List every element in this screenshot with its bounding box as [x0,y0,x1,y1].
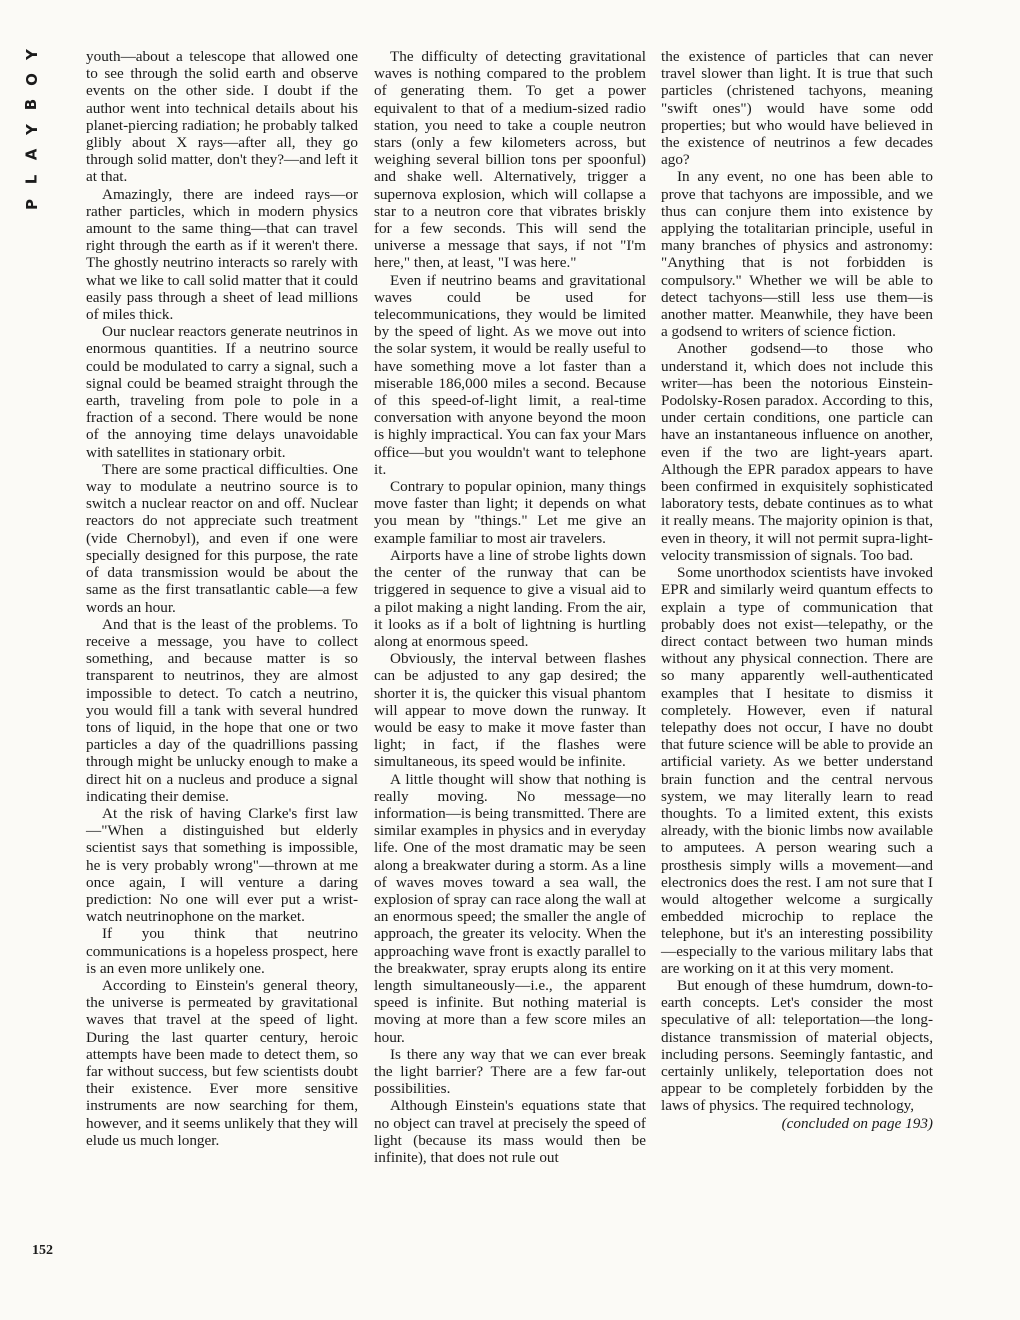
paragraph: According to Einstein's general theory, the universe is permeated by gravitational waves that travel at the speed of light. During the last quarter century, heroic attempts have been made to detect them, so far without success, but few scientists doubt their existence. Ever more sensitive instruments are now searching for them, however, and it seems unlikely that they will elude us much longer. [86,976,358,1149]
paragraph: youth—about a telescope that allowed one to see through the solid earth and observe events on the other side. I doubt if the author went into technical details about his planet-piercing radiation; he probably talked glibly about X rays—after all, they go through solid matter, don't they?—and left it at that. [86,48,358,186]
continued-note: (concluded on page 193) [781,1114,933,1132]
text-column-1 [86,48,358,1149]
paragraph: There are some practical difficulties. One way to modulate a neutrino source is to switch a nuclear reactor on and off. Nuclear reactors do not appreciate such treatment (vide Chernobyl), and even if one were specially designed for this purpose, the rate of data transmission would be about the same as the first transatlantic cable—a few words an hour. [86,460,358,616]
paragraph: Our nuclear reactors generate neutrinos in enormous quantities. If a neutrino source could be modulated to carry a signal, such a signal could be beamed straight through the earth, traveling from pole to pole in a fraction of a second. There would be none of the annoying time delays unavoidable with satellites in stationary orbit. [86,323,358,461]
brand-letter: A [22,148,41,161]
brand-letter: L [22,174,41,185]
paragraph: Even if neutrino beams and gravitational waves could be used for telecommunications, they would be limited by the speed of light. As we move out into the solar system, it would be really useful to have something move a lot faster than a miserable 186,000 miles a second. Because of this speed-of-light limit, a real-time conversation with anyone beyond the moon is highly impractical. You can fax your Mars office—but you wouldn't want to telephone it. [374,271,646,478]
paragraph: Airports have a line of strobe lights down the center of the runway that can be triggered in sequence to give a visual aid to a pilot making a night landing. From the air, it looks as if a bolt of lightning is hurtling along at enormous speed. [374,546,646,650]
magazine-brand-vertical [22,42,48,217]
brand-letter: Y [22,124,41,135]
paragraph: If you think that neutrino communications is a hopeless prospect, here is an even more unlikely one. [86,925,358,977]
brand-letter: B [22,98,41,111]
text-column-3 [661,48,933,1132]
paragraph: And that is the least of the problems. To receive a message, you have to collect something, and because matter is so transparent to neutrinos, they are almost impossible to detect. To catch a neutrino, you would fill a tank with several hundred tons of liquid, in the hope that one or two particles a day of the quadrillions passing through might be unlucky enough to make a direct hit on a nucleus and produce a signal indicating their demise. [86,615,358,805]
brand-letter: Y [22,49,41,60]
brand-letter: P [22,199,41,210]
paragraph: Is there any way that we can ever break the light barrier? There are a few far-out possibilities. [374,1045,646,1098]
text-column-2 [374,48,646,1166]
brand-letter: O [22,73,41,86]
paragraph: A little thought will show that nothing is really moving. No message—no information—is being transmitted. There are similar examples in physics and in everyday life. One of the most dramatic may be seen along a breakwater during a storm. As a line of waves moves toward a sea wall, the explosion of spray can race along the wall at an enormous speed; the smaller the angle of approach, the greater its velocity. When the approaching wave front is exactly parallel to the breakwater, spray erupts along its entire length simultaneously—i.e., the apparent speed is infinite. But nothing material is moving at more than a few score miles an hour. [374,770,646,1046]
paragraph: Although Einstein's equations state that no object can travel at precisely the speed of light (because its mass would then be infinite), that does not rule out [374,1097,646,1166]
paragraph: Contrary to popular opinion, many things move faster than light; it depends on what you mean by "things." Let me give an example familiar to most air travelers. [374,478,646,547]
paragraph: The difficulty of detecting gravitational waves is nothing compared to the problem of generating them. To get a power equivalent to that of a medium-sized radio station, you need to take a couple neutron stars (only a few kilometers across, but weighing several billion tons per spoonful) and shake well. Alternatively, trigger a supernova explosion, which will collapse a star to a neutron core that vibrates briskly for a few seconds. This will send the universe a message that says, if not "I'm here," then, at least, "I was here." [374,48,646,272]
paragraph: At the risk of having Clarke's first law—"When a distinguished but elderly scientist says that something is impossible, he is very probably wrong"—thrown at me once again, I will venture a daring prediction: No one will ever put a wrist-watch neutrinophone on the market. [86,804,358,926]
paragraph: the existence of particles that can never travel slower than light. It is true that such particles (christened tachyons, meaning "swift ones") would have some odd properties; but who would have believed in the existence of neutrinos a few decades ago? [661,48,933,169]
page-number: 152 [32,1243,53,1258]
paragraph: Some unorthodox scientists have invoked EPR and similarly weird quantum effects to explain a type of communication that probably does not exist—telepathy, or the direct contact between two human minds without any physical connection. There are so many apparently well-authenticated examples that I hesitate to dismiss it completely. However, even if natural telepathy does not occur, I have no doubt that future science will be able to provide an artificial variety. As we better understand brain function and the central nervous system, we may literally learn to read thoughts. To a limited extent, this exists already, with the bionic limbs now available to amputees. A person wearing such a prosthesis simply wills a movement—and electronics does the rest. I am not sure that I would altogether welcome a surgically embedded microchip to replace the telephone, but it's an interesting possibility—especially to the various military labs that are working on it at this very moment. [661,564,933,977]
paragraph: Obviously, the interval between flashes can be adjusted to any gap desired; the shorter it is, the quicker this visual phantom will appear to move down the runway. It would be easy to make it move faster than light; in fact, if the flashes were simultaneous, its speed would be infinite. [374,650,646,771]
paragraph: Another godsend—to those who understand it, which does not include this writer—has been the notorious Einstein-Podolsky-Rosen paradox. According to this, under certain conditions, one particle can have an instantaneous influence on another, even if the two are light-years apart. Although the EPR paradox appears to have been confirmed in exquisitely sophisticated laboratory tests, debate continues as to what it really means. The majority opinion is that, even in theory, it will not permit supra-light-velocity transmission of signals. Too bad. [661,340,933,564]
paragraph: In any event, no one has been able to prove that tachyons are impossible, and we thus can conjure them into existence by applying the totalitarian principle, useful in many branches of physics and astronomy: "Anything that is not forbidden is compulsory." Whether we will be able to detect tachyons—still less use them—is another matter. Meanwhile, they have been a godsend to writers of science fiction. [661,168,933,341]
paragraph: But enough of these humdrum, down-to-earth concepts. Let's consider the most speculative of all: teleportation—the long-distance transmission of material objects, including persons. Seemingly fantastic, and certainly unlikely, teleportation does not appear to be completely forbidden by the laws of physics. The required technology, [661,976,933,1115]
paragraph: Amazingly, there are indeed rays—or rather particles, which in modern physics amount to the same thing—that can travel right through the earth as if it weren't there. The ghostly neutrino interacts so rarely with what we like to call solid matter that it could easily pass through a sheet of lead millions of miles thick. [86,185,358,324]
